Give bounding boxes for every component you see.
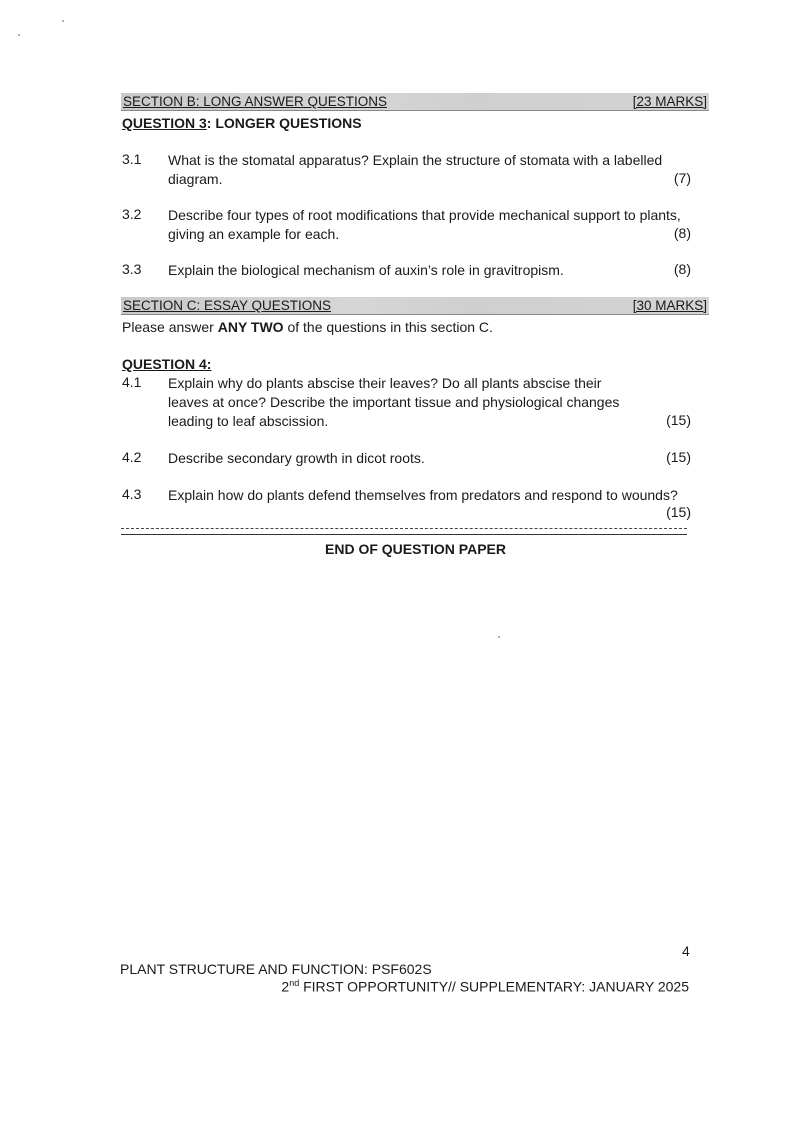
instruction-emphasis: ANY TWO: [217, 319, 284, 335]
question-text: [168, 374, 696, 431]
dashed-divider: [121, 528, 687, 529]
question-line: Describe secondary growth in dicot roots.: [168, 450, 425, 466]
ordinal-suffix: nd: [289, 978, 300, 988]
section-c-title: SECTION C: ESSAY QUESTIONS: [123, 298, 332, 313]
scan-speck: [498, 636, 500, 638]
instruction-text: of the questions in this section C.: [283, 319, 493, 335]
question-marks: (7): [673, 170, 691, 186]
question-marks: (15): [666, 412, 691, 428]
section-b-title: SECTION B: LONG ANSWER QUESTIONS: [123, 94, 388, 109]
question-text: [168, 151, 696, 189]
question-number: 3.3: [122, 261, 142, 277]
question-text: [168, 449, 696, 468]
section-b-header: [121, 93, 709, 111]
footer-course: PLANT STRUCTURE AND FUNCTION: PSF602S: [120, 961, 432, 977]
question-line: Explain why do plants abscise their leaves? Do all plants abscise their: [168, 375, 602, 391]
question-line: Explain the biological mechanism of auxin’s role in gravitropism.: [168, 262, 564, 278]
section-b-marks: [23 MARKS]: [632, 94, 707, 109]
question-4-heading: QUESTION 4:: [122, 356, 212, 372]
ordinal-number: 2: [281, 978, 290, 995]
question-line: diagram.: [168, 171, 223, 187]
question-line: leading to leaf abscission.: [168, 413, 329, 429]
question-marks: (15): [666, 449, 691, 465]
question-number: 4.1: [122, 374, 142, 390]
question-marks: (8): [673, 261, 691, 277]
question-number: 3.1: [122, 151, 142, 167]
solid-divider: [121, 534, 687, 535]
question-marks: (15): [666, 504, 691, 520]
question-line: giving an example for each.: [168, 226, 340, 242]
footer-opportunity: [281, 978, 689, 995]
question-text: [168, 261, 696, 280]
question-line: What is the stomatal apparatus? Explain the structure of stomata with a labelled: [168, 152, 663, 168]
scan-speck: [62, 20, 64, 22]
page-number: 4: [682, 943, 690, 959]
question-text: [168, 486, 696, 505]
question-3-label: QUESTION 3: [122, 115, 207, 131]
instruction-text: Please answer: [122, 319, 218, 335]
question-line: Explain how do plants defend themselves from predators and respond to wounds?: [168, 487, 678, 503]
question-3-title: : LONGER QUESTIONS: [206, 115, 362, 131]
question-3-heading: [122, 115, 362, 131]
question-marks: (8): [673, 225, 691, 241]
question-number: 4.2: [122, 449, 142, 465]
question-number: 3.2: [122, 206, 142, 222]
question-line: Describe four types of root modifications that provide mechanical support to plants,: [168, 207, 681, 223]
section-c-marks: [30 MARKS]: [632, 298, 707, 313]
question-number: 4.3: [122, 486, 142, 502]
end-of-paper: END OF QUESTION PAPER: [325, 541, 506, 557]
section-c-header: [121, 297, 709, 315]
opportunity-text: FIRST OPPORTUNITY// SUPPLEMENTARY: JANUARY 2025: [299, 978, 689, 995]
question-line: leaves at once? Describe the important tissue and physiological changes: [168, 394, 620, 410]
question-text: [168, 206, 696, 244]
section-c-instruction: [122, 319, 493, 335]
scan-speck: [18, 34, 20, 36]
